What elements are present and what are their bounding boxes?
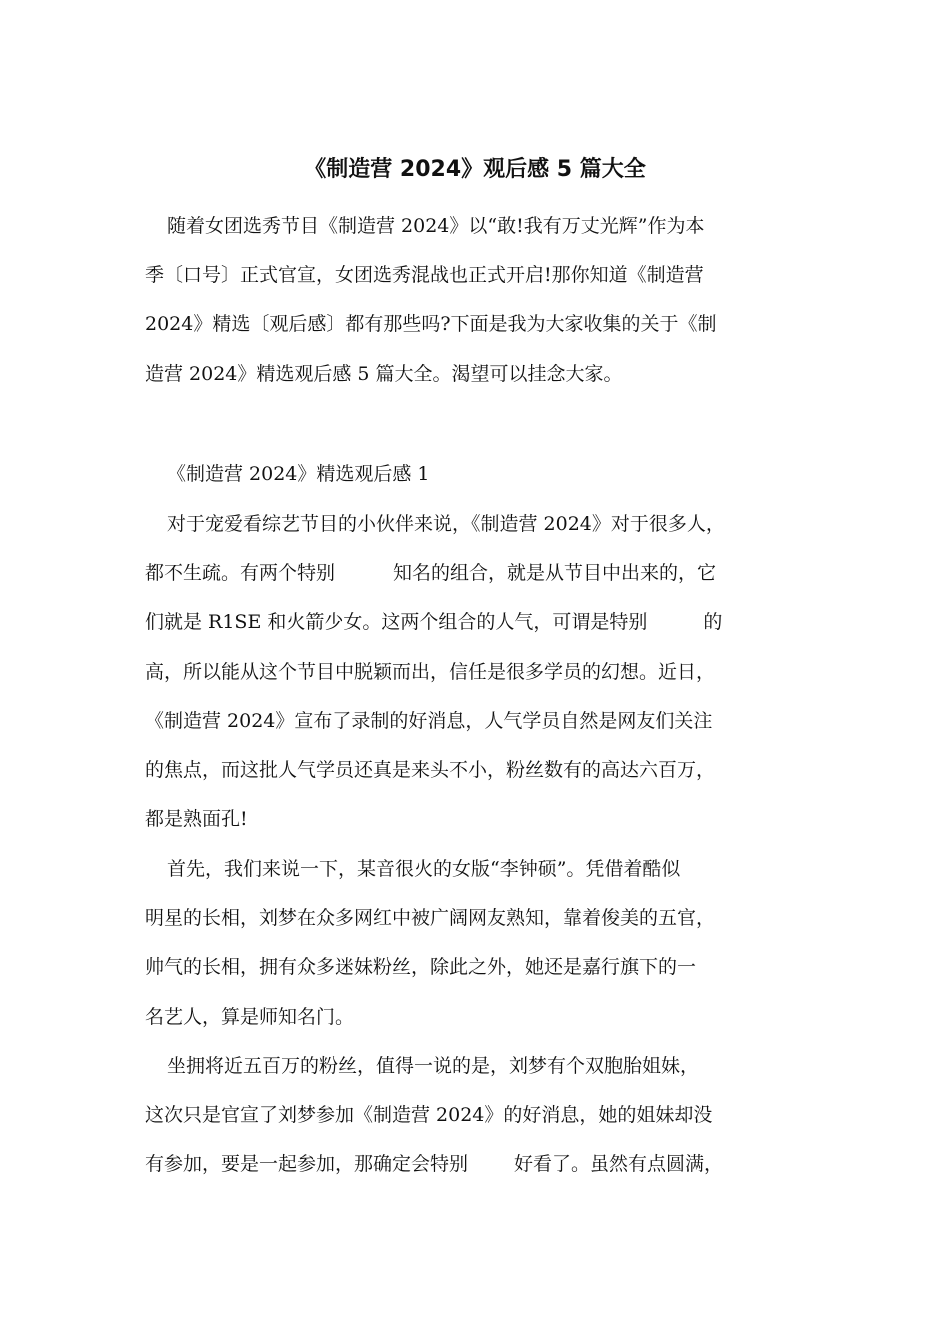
paragraph-line: 的焦点，而这批人气学员还真是来头不小，粉丝数有的高达六百万， <box>145 758 716 781</box>
intro-line: 季〔口号〕正式官宣，女团选秀混战也正式开启!那你知道《制造营 <box>145 264 704 287</box>
text-segment: 知名的组合，就是从节目中出来的，它 <box>393 562 717 585</box>
paragraph-line: 坐拥将近五百万的粉丝，值得一说的是，刘梦有个双胞胎姐妹， <box>167 1055 700 1077</box>
paragraph-1 <box>145 500 820 844</box>
text-segment: 的 <box>703 611 723 634</box>
paragraph-3 <box>145 1042 820 1190</box>
paragraph-line: 都是熟面孔! <box>145 808 248 831</box>
intro-line: 造营 2024》精选观后感 5 篇大全。渴望可以挂念大家。 <box>145 362 623 385</box>
paragraph-line <box>145 598 820 647</box>
section-heading: 《制造营 2024》精选观后感 1 <box>167 463 430 485</box>
text-segment: 好看了。虽然有点圆满， <box>514 1153 724 1176</box>
paragraph-2 <box>145 845 820 1042</box>
paragraph-line: 高，所以能从这个节目中脱颖而出，信任是很多学员的幻想。近日， <box>145 660 716 683</box>
paragraph-line: 《制造营 2024》宣布了录制的好消息，人气学员自然是网友们关注 <box>145 709 713 732</box>
paragraph-line: 这次只是官宣了刘梦参加《制造营 2024》的好消息，她的姐妹却没 <box>145 1104 713 1127</box>
paragraph-line: 帅气的长相，拥有众多迷妹粉丝，除此之外，她还是嘉行旗下的一 <box>145 956 697 979</box>
intro-paragraph <box>145 202 820 399</box>
document-title: 《制造营 2024》观后感 5 篇大全 <box>304 157 646 182</box>
intro-line: 2024》精选〔观后感〕都有那些吗?下面是我为大家收集的关于《制 <box>145 313 717 336</box>
text-segment: 有参加，要是一起参加，那确定会特别 <box>145 1153 469 1176</box>
paragraph-line: 对于宠爱看综艺节目的小伙伴来说，《制造营 2024》对于很多人， <box>167 513 725 535</box>
text-segment: 都不生疏。有两个特别 <box>145 562 336 585</box>
paragraph-line: 明星的长相，刘梦在众多网红中被广阔网友熟知，靠着俊美的五官， <box>145 907 716 930</box>
paragraph-line: 名艺人，算是师知名门。 <box>145 1005 355 1028</box>
paragraph-line <box>145 549 820 598</box>
intro-line: 随着女团选秀节目《制造营 2024》以“敢!我有万丈光辉”作为本 <box>167 215 705 237</box>
paragraph-line <box>145 1140 820 1189</box>
paragraph-line: 首先，我们来说一下，某音很火的女版“李钟硕”。凭借着酷似 <box>167 858 681 880</box>
text-segment: 们就是 R1SE 和火箭少女。这两个组合的人气，可谓是特别 <box>145 611 648 634</box>
